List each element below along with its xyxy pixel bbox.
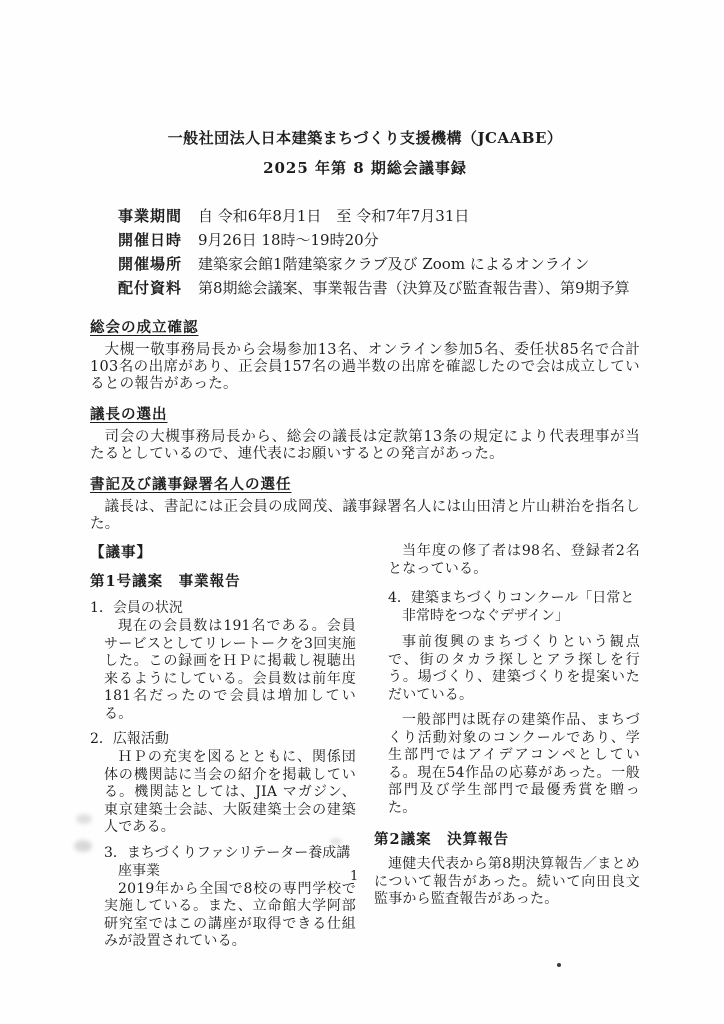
agenda-item-title [90,844,356,880]
section-heading: 総会の成立確認 [90,319,199,336]
item-number: 4． [388,590,411,606]
section-body: 司会の大槻事務局長から、総会の議長は定款第13条の規定により代表理事が当たるとしているので、連代表にお願いするとの発言があった。 [90,429,640,462]
agenda-item-body: 事前復興のまちづくりという観点で、街のタカラ探しとアラ探しを行う。場づくり、建築づくりを提案いただいている。 [388,634,640,703]
meta-value: 自 令和6年8月1日 至 令和7年7月31日 [198,207,470,225]
meta-label: 開催場所 [118,255,183,273]
proposal2-heading: 第2議案 決算報告 [374,831,510,848]
item-number: 1． [90,600,113,616]
document-title: 一般社団法人日本建築まちづくり支援機構（JCAABE） [167,129,563,147]
item-title-text: 3．まちづくりファシリテーター養成講座事業 [104,844,351,879]
agenda-item-body: 2019年から全国で8校の専門学校で実施している。また、立命館大学阿部研究室ではこの講座が取得できる仕組みが設置されている。 [104,880,356,949]
section-body: 大槻一敬事務局長から会場参加13名、オンライン参加5名、委任状85名で合計103名の出席があり、正会員157名の過半数の出席を確認したので会は成立しているとの報告があった。 [90,342,640,392]
agenda-item-body: 現在の会員数は191名である。会員サービスとしてリレートークを3回実施した。この録画をＨＰに掲載し視聴出来るようにしている。会員数は前年度181名だったので会員は増加している。 [104,618,356,722]
meta-value: 9月26日 18時～19時20分 [198,231,379,249]
section-body: 議長は、書記には正会員の成岡茂、議事録署名人には山田清と片山耕治を指名した。 [90,499,640,532]
agenda-item-4 [374,589,640,817]
meta-label: 開催日時 [118,231,183,249]
meta-row-datetime [118,228,640,252]
agenda-item-2 [90,730,356,837]
agenda-item-title [90,730,356,748]
agenda-item-title [374,589,640,625]
scan-smudge [76,814,92,824]
scan-smudge [74,840,92,852]
proposal1-heading: 第1号議案 事業報告 [90,573,241,590]
right-column [374,543,640,951]
section-heading: 議長の選出 [90,406,168,423]
proposal2-body: 連健夫代表から第8期決算報告／まとめについて報告があった。続いて向田良文監事から監査報告があった。 [374,856,640,907]
agenda-item-3 [90,844,359,951]
section-secretary-appointment [90,475,640,533]
item-number: 3． [104,844,127,861]
meta-row-business-period [118,204,640,228]
scan-speck [557,963,561,967]
meta-row-venue [118,252,640,276]
section-heading: 書記及び議事録署名人の選任 [90,476,292,493]
item-title-text: 会員の状況 [112,600,183,616]
agenda-label: 【議事】 [90,544,152,561]
meta-label: 配付資料 [118,279,183,297]
meta-block [90,204,640,300]
agenda-item-1 [90,599,356,723]
agenda-item-title [90,599,356,617]
meta-value: 建築家会館1階建築家クラブ及び Zoom によるオンライン [198,255,590,273]
item-title-text: 4．建築まちづくりコンクール「日常と非常時をつなぐデザイン」 [388,590,635,624]
meta-label: 事業期間 [118,207,183,225]
agenda-item-3-continuation: 当年度の修了者は98名、登録者2名となっている。 [388,543,640,577]
section-quorum [90,318,640,393]
agenda-item-body: ＨＰの充実を図るとともに、関係団体の機関誌に当会の紹介を掲載している。機関誌としては、JIA マガジン、東京建築士会誌、大阪建築士会の建築人である。 [104,749,356,835]
meta-row-materials [118,276,640,300]
meta-value: 第8期総会議案、事業報告書（決算及び監査報告書）、第9期予算 [198,279,630,297]
left-column [90,543,359,951]
section-chair-election [90,405,640,463]
two-column-area [90,543,640,951]
item-number: 2． [90,731,113,747]
page-number: 1 [350,869,359,884]
document-subtitle: 2025 年第 8 期総会議事録 [263,159,467,177]
scan-smudge [330,838,342,845]
item-title-text: 広報活動 [112,731,169,747]
agenda-item-body: 一般部門は既存の建築作品、まちづくり活動対象のコンクールであり、学生部門ではアイデアコンペとしている。現在54作品の応募があった。一般部門及び学生部門で最優秀賞を贈った。 [388,712,640,816]
